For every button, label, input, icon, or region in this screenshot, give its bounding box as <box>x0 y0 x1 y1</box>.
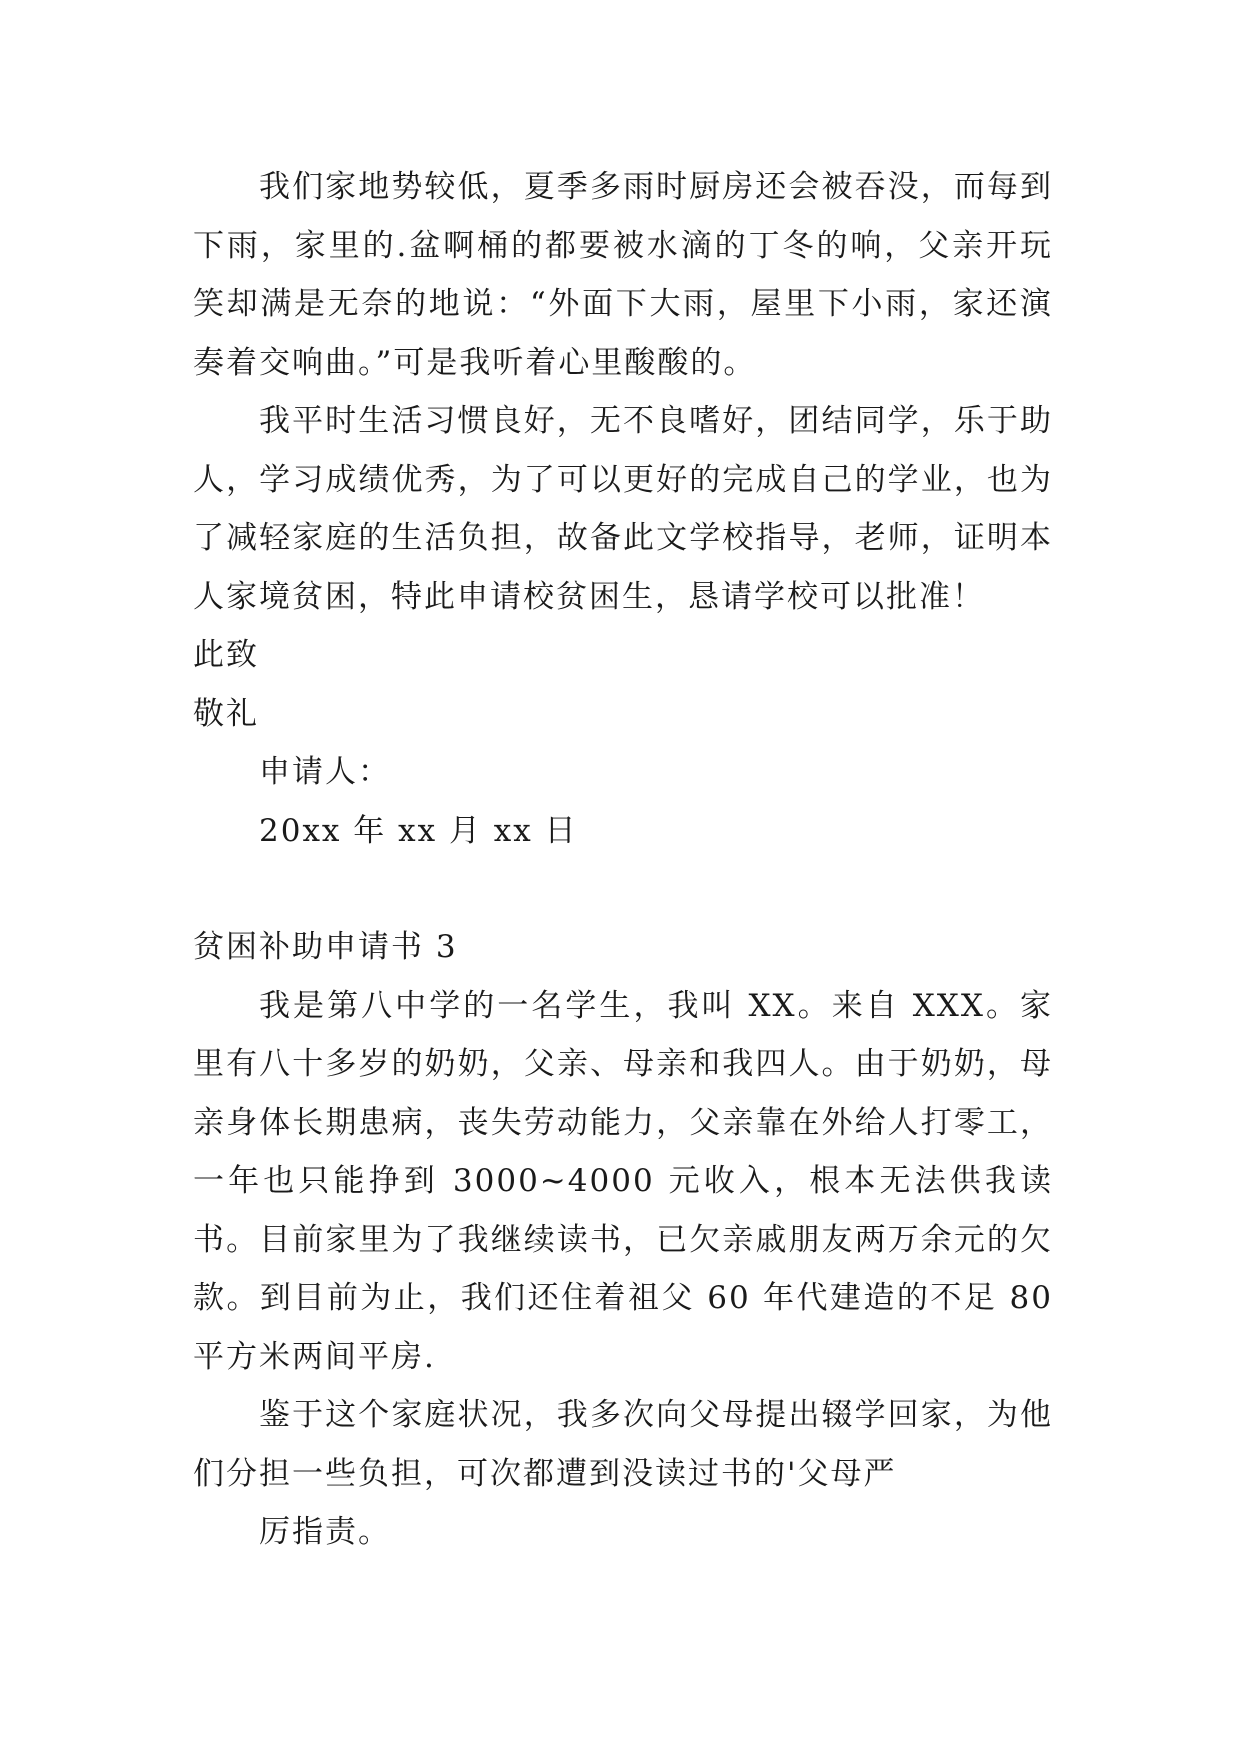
paragraph-family-situation: 我是第八中学的一名学生，我叫 XX。来自 XXX。家里有八十多岁的奶奶，父亲、母亲和我四人。由于奶奶，母亲身体长期患病，丧失劳动能力，父亲靠在外给人打零工，一年也只能挣到 3000~4000 元收入，根本无法供我读书。目前家里为了我继续读书，已欠亲戚朋友两万余元的欠款。到目前为止，我们还住着祖父 60 年代建造的不足 80 平方米两间平房. <box>193 987 1053 1375</box>
closing-salutation: 此致 <box>193 637 259 673</box>
applicant-signature-line: 申请人： <box>259 754 391 790</box>
date-line: 20xx 年 xx 月 xx 日 <box>259 812 578 849</box>
closing-regards: 敬礼 <box>193 695 259 732</box>
paragraph-continuation: 厉指责。 <box>259 1514 391 1550</box>
paragraph-dropout-request: 鉴于这个家庭状况，我多次向父母提出辍学回家，为他们分担一些负担，可次都遭到没读过书的'父母严 <box>193 1397 1053 1492</box>
section-title: 贫困补助申请书 3 <box>193 929 458 965</box>
paragraph-personal-statement: 我平时生活习惯良好，无不良嗜好，团结同学，乐于助人，学习成绩优秀，为了可以更好的完成自己的学业，也为了减轻家庭的生活负担，故备此文学校指导，老师，证明本人家境贫困，特此申请校贫困生，恳请学校可以批准！ <box>193 403 1053 615</box>
document-page <box>193 158 1053 1562</box>
paragraph-rain-house: 我们家地势较低，夏季多雨时厨房还会被吞没，而每到下雨，家里的.盆啊桶的都要被水滴的丁冬的响，父亲开玩笑却满是无奈的地说：“外面下大雨，屋里下小雨，家还演奏着交响曲。”可是我听着心里酸酸的。 <box>193 169 1053 381</box>
section-spacer <box>193 860 1053 918</box>
